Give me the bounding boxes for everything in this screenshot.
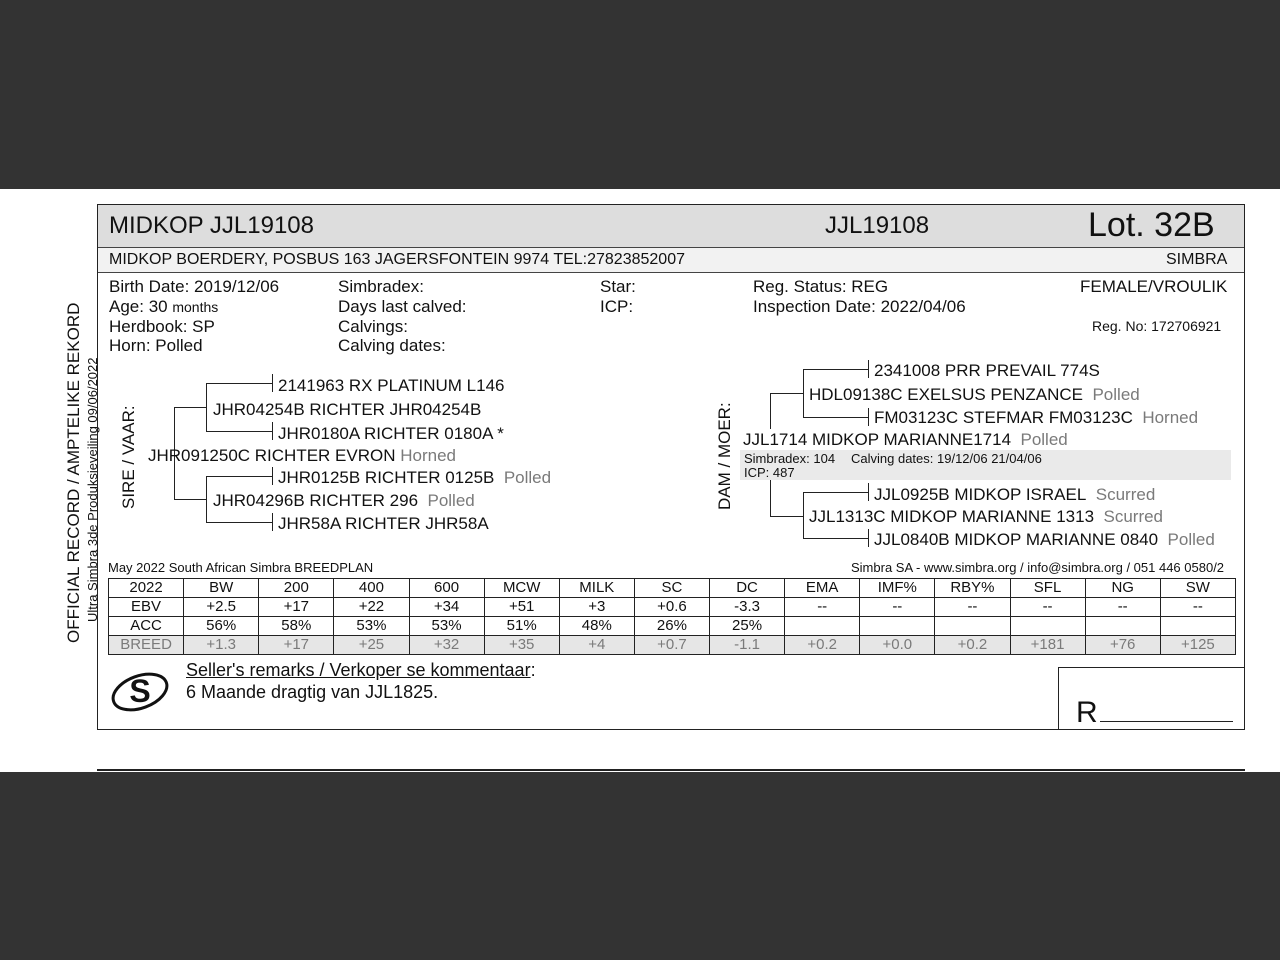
table-cell: +22	[334, 598, 409, 617]
sire-label: SIRE / VAAR:	[119, 405, 138, 509]
dam-label: DAM / MOER:	[715, 402, 734, 510]
table-cell: +35	[484, 636, 559, 655]
age: Age: 30 months	[109, 297, 219, 316]
sire-dam-dam: JHR58A RICHTER JHR58A	[278, 514, 489, 533]
official-record-label: OFFICIAL RECORD / AMPTELIKE REKORD	[64, 302, 83, 643]
table-cell: 53%	[409, 617, 484, 636]
table-cell: +32	[409, 636, 484, 655]
breed-label: SIMBRA	[1166, 251, 1228, 268]
inspection-date: Inspection Date: 2022/04/06	[753, 297, 966, 316]
reg-status: Reg. Status: REG	[753, 277, 889, 296]
auction-label: Ultra Simbra 3de Produksieveiling 09/06/2022	[85, 357, 100, 622]
table-cell: 2022	[109, 579, 184, 598]
table-cell: --	[935, 598, 1010, 617]
table-row-breed	[109, 636, 1236, 655]
table-cell	[785, 617, 860, 636]
table-cell: ACC	[109, 617, 184, 636]
table-cell: EBV	[109, 598, 184, 617]
table-cell: +125	[1160, 636, 1235, 655]
dam-dam-sire: JJL0925B MIDKOP ISRAEL Scurred	[874, 485, 1156, 504]
sire-sire-dam: JHR0180A RICHTER 0180A *	[278, 424, 504, 443]
table-cell: MILK	[559, 579, 634, 598]
table-cell: -1.1	[710, 636, 785, 655]
table-cell: --	[1085, 598, 1160, 617]
table-cell: --	[860, 598, 935, 617]
breedplan-contact: Simbra SA - www.simbra.org / info@simbra.org / 051 446 0580/2	[851, 560, 1225, 575]
table-row-ebv	[109, 598, 1236, 617]
table-cell: 600	[409, 579, 484, 598]
table-cell	[1085, 617, 1160, 636]
table-cell: 53%	[334, 617, 409, 636]
table-cell: +3	[559, 598, 634, 617]
sire-sire: JHR04254B RICHTER JHR04254B	[213, 400, 482, 419]
dam-sire-sire: 2341008 PRR PREVAIL 774S	[874, 361, 1100, 380]
table-cell: +51	[484, 598, 559, 617]
horn-status: Horn: Polled	[109, 336, 203, 355]
table-cell: +0.6	[634, 598, 709, 617]
reg-number: Reg. No: 172706921	[1092, 318, 1222, 334]
table-cell: 400	[334, 579, 409, 598]
table-cell: --	[785, 598, 860, 617]
breedplan-table	[108, 578, 1236, 655]
table-row-acc	[109, 617, 1236, 636]
price-label: R	[1076, 696, 1098, 729]
dam-sire: HDL09138C EXELSUS PENZANCE Polled	[809, 385, 1140, 404]
animal-name: MIDKOP JJL19108	[109, 212, 314, 239]
animal-id: JJL19108	[825, 212, 930, 239]
table-cell: +0.2	[935, 636, 1010, 655]
calving-dates: Calving dates:	[338, 336, 446, 355]
dam-dam: JJL1313C MIDKOP MARIANNE 1313 Scurred	[809, 507, 1164, 526]
days-last-calved: Days last calved:	[338, 297, 467, 316]
table-cell	[935, 617, 1010, 636]
sire-name: JHR091250C RICHTER EVRON Horned	[148, 446, 457, 465]
table-cell: +0.7	[634, 636, 709, 655]
table-cell: 25%	[710, 617, 785, 636]
table-cell: SFL	[1010, 579, 1085, 598]
simbradex: Simbradex:	[338, 277, 424, 296]
table-cell: +76	[1085, 636, 1160, 655]
table-cell: 56%	[184, 617, 259, 636]
table-cell: 48%	[559, 617, 634, 636]
logo-letter: S	[129, 673, 151, 709]
remarks-text: 6 Maande dragtig van JJL1825.	[186, 682, 439, 702]
table-cell: +34	[409, 598, 484, 617]
lot-number: Lot. 32B	[1088, 206, 1215, 244]
remarks-title: Seller's remarks / Verkoper se kommentaar:	[186, 660, 536, 680]
table-cell: RBY%	[935, 579, 1010, 598]
icp: ICP:	[600, 297, 634, 316]
table-cell: --	[1010, 598, 1085, 617]
breeder-info: MIDKOP BOERDERY, POSBUS 163 JAGERSFONTEIN 9974 TEL:27823852007	[109, 251, 685, 268]
table-cell: +25	[334, 636, 409, 655]
table-cell: 51%	[484, 617, 559, 636]
table-cell: SC	[634, 579, 709, 598]
table-cell	[860, 617, 935, 636]
table-cell: IMF%	[860, 579, 935, 598]
table-cell: 26%	[634, 617, 709, 636]
table-cell: DC	[710, 579, 785, 598]
price-field	[1100, 721, 1233, 722]
table-cell: EMA	[785, 579, 860, 598]
table-cell: +0.0	[860, 636, 935, 655]
sire-dam-sire: JHR0125B RICHTER 0125B Polled	[278, 468, 552, 487]
table-cell: +0.2	[785, 636, 860, 655]
dam-dam-dam: JJL0840B MIDKOP MARIANNE 0840 Polled	[874, 530, 1215, 549]
table-cell: 58%	[259, 617, 334, 636]
table-cell: SW	[1160, 579, 1235, 598]
dam-simbradex: Simbradex: 104	[744, 451, 836, 466]
table-cell	[1010, 617, 1085, 636]
dam-icp: ICP: 487	[744, 465, 795, 480]
table-cell: MCW	[484, 579, 559, 598]
sire-dam: JHR04296B RICHTER 296 Polled	[213, 491, 475, 510]
table-cell: BREED	[109, 636, 184, 655]
star: Star:	[600, 277, 636, 296]
table-cell: -3.3	[710, 598, 785, 617]
table-cell: NG	[1085, 579, 1160, 598]
table-cell: +1.3	[184, 636, 259, 655]
sire-sire-sire: 2141963 RX PLATINUM L146	[278, 376, 505, 395]
herdbook: Herdbook: SP	[109, 317, 215, 336]
table-cell: +17	[259, 636, 334, 655]
table-cell: +181	[1010, 636, 1085, 655]
breedplan-source: May 2022 South African Simbra BREEDPLAN	[108, 560, 374, 575]
simbra-logo-icon	[108, 664, 172, 718]
dam-sire-dam: FM03123C STEFMAR FM03123C Horned	[874, 408, 1199, 427]
dam-calving-dates: Calving dates: 19/12/06 21/04/06	[851, 451, 1042, 466]
table-cell	[1160, 617, 1235, 636]
table-cell: +2.5	[184, 598, 259, 617]
calvings: Calvings:	[338, 317, 408, 336]
table-cell: +4	[559, 636, 634, 655]
sex: FEMALE/VROULIK	[1080, 277, 1228, 296]
table-cell: BW	[184, 579, 259, 598]
dam-name: JJL1714 MIDKOP MARIANNE1714 Polled	[743, 430, 1068, 449]
table-header-row	[109, 579, 1236, 598]
birth-date: Birth Date: 2019/12/06	[109, 277, 280, 296]
table-cell: --	[1160, 598, 1235, 617]
table-cell: 200	[259, 579, 334, 598]
table-cell: +17	[259, 598, 334, 617]
